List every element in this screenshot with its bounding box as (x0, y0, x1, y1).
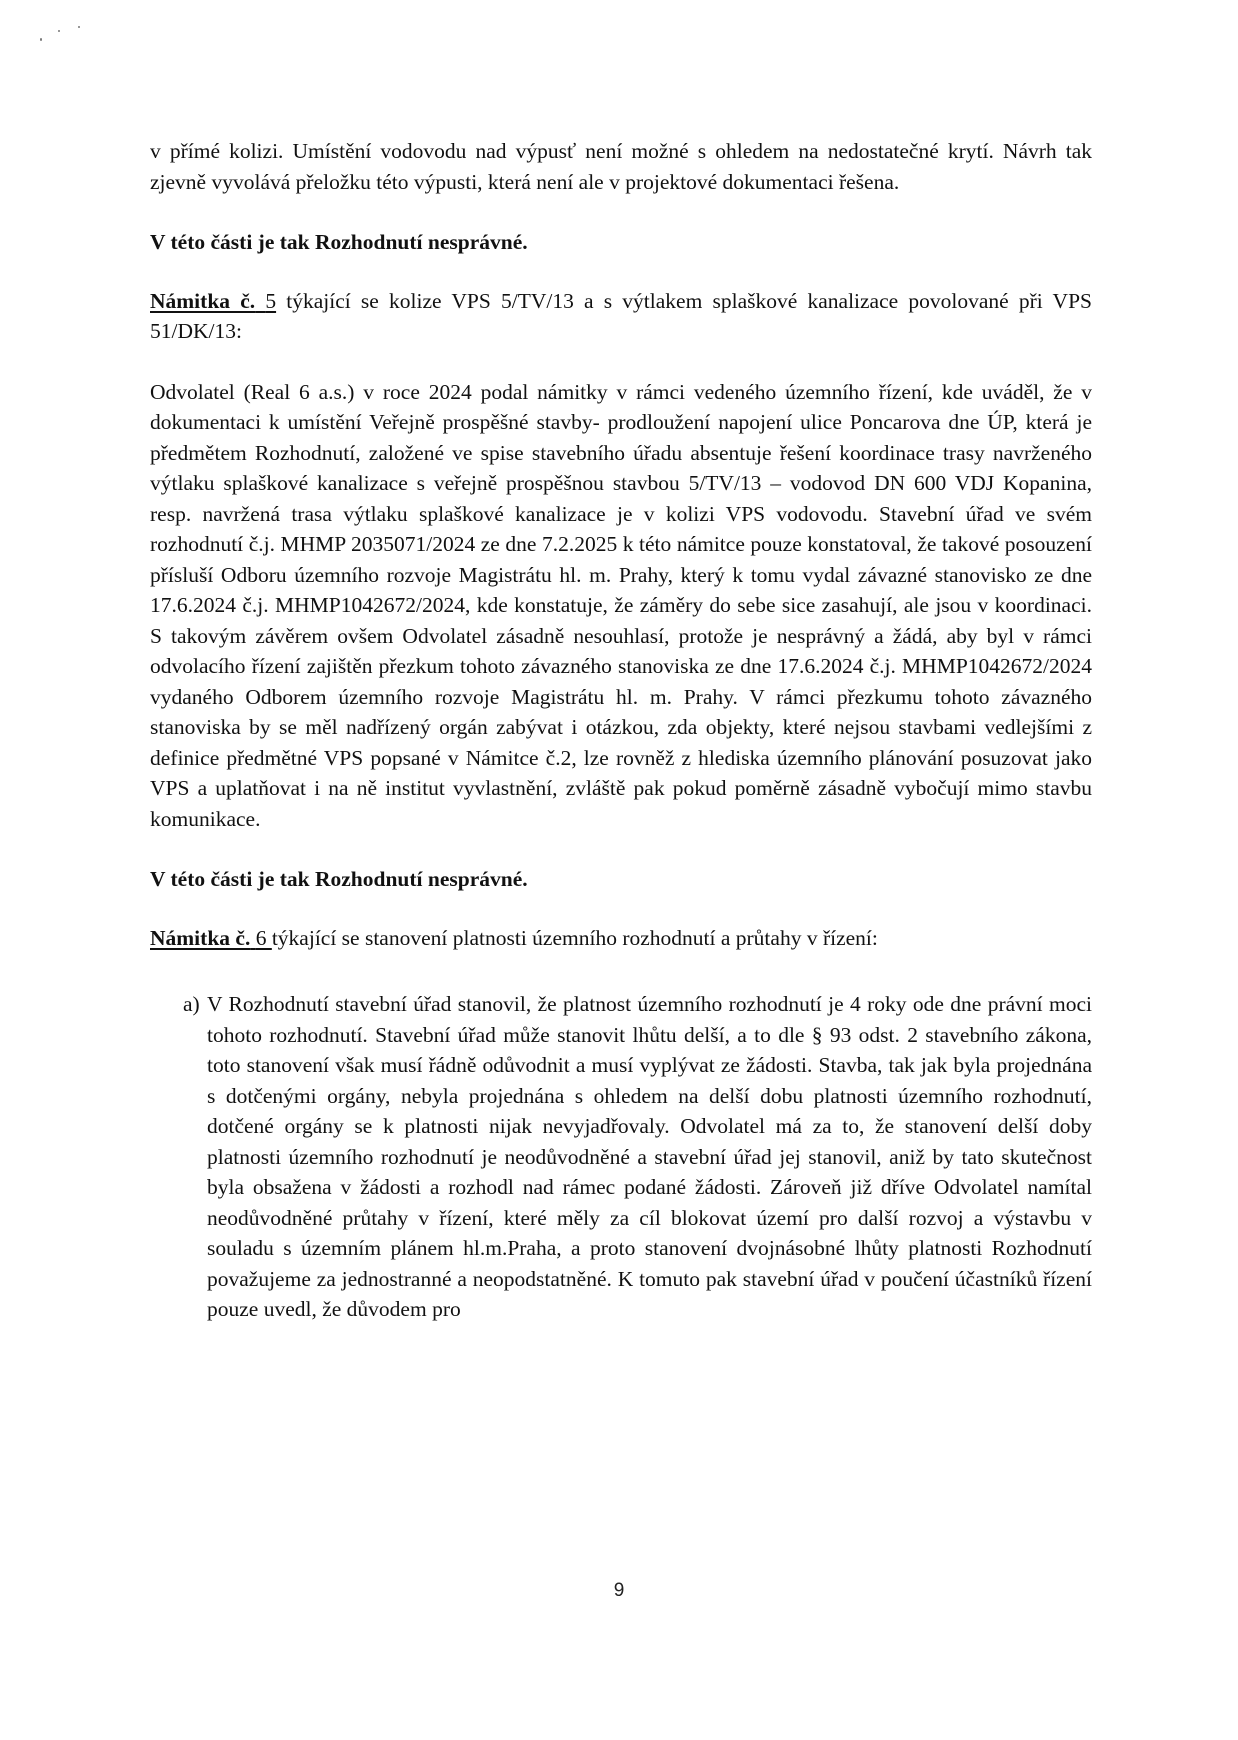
list-marker: a) (183, 992, 200, 1016)
objection-5-heading-text: týkající se kolize VPS 5/TV/13 a s výtlakem splaškové kanalizace povolované při VPS 51/DK/13: (150, 288, 1092, 343)
objection-5-body: Odvolatel (Real 6 a.s.) v roce 2024 podal námitky v rámci vedeného územního řízení, kde uváděl, že v dokumentaci k umístění Veřejně prospěšné stavby- prodloužení napojení ulice Poncarova dne ÚP, která je předmětem Rozhodnutí, založené ve spise stavebního úřadu absentuje řešení koordinace trasy navrženého výtlaku splaškové kanalizace s veřejně prospěšnou stavbou 5/TV/13 – vodovod DN 600 VDJ Kopanina, resp. navržená trasa výtlaku splaškové kanalizace je v kolizi VPS vodovodu. Stavební úřad ve svém rozhodnutí č.j. MHMP 2035071/2024 ze dne 7.2.2025 k této námitce pouze konstatoval, že takové posouzení přísluší Odboru územního rozvoje Magistrátu hl. m. Prahy, který k tomu vydal závazné stanovisko ze dne 17.6.2024 č.j. MHMP1042672/2024, kde konstatuje, že záměry do sebe sice zasahují, ale jsou v koordinaci. S takovým závěrem ovšem Odvolatel zásadně nesouhlasí, protože je nesprávný a žádá, aby byl v rámci odvolacího řízení zajištěn přezkum tohoto závazného stanoviska ze dne 17.6.2024 č.j. MHMP1042672/2024 vydaného Odborem územního rozvoje Magistrátu hl. m. Prahy. V rámci přezkumu tohoto závazného stanoviska by se měl nadřízený orgán zabývat i otázkou, zda objekty, které nejsou stavbami vedlejšími z definice předmětné VPS popsané v Námitce č.2, lze rovněž z hlediska územního plánování posuzovat jako VPS a uplatňovat i na ně institut vyvlastnění, zvláště pak pokud poměrně zásadně vybočují mimo stavbu komunikace. (150, 379, 1092, 831)
scan-speck (78, 26, 80, 28)
list-item-text: V Rozhodnutí stavební úřad stanovil, že platnost územního rozhodnutí je 4 roky ode dne právní moci tohoto rozhodnutí. Stavební úřad může stanovit lhůtu delší, a to dle § 93 odst. 2 stavebního zákona, toto stanovení však musí řádně odůvodnit a musí vyplývat ze žádosti. Stavba, tak jak byla projednána s dotčenými orgány, nebyla projednána s ohledem na delší dobu platnosti územního rozhodnutí, dotčené orgány se k platnosti nijak nevyjadřovaly. Odvolatel má za to, že stanovení delší doby platnosti územního rozhodnutí je neodůvodněné a stavební úřad jej stanovil, aniž by tato skutečnost byla obsažena v žádosti a rozhodl nad rámec podané žádosti. Zároveň již dříve Odvolatel namítal neodůvodněné průtahy v řízení, které měly za cíl blokovat území pro další rozvoj a výstavbu v souladu s územním plánem hl.m.Praha, a proto stanovení dvojnásobné lhůty platnosti Rozhodnutí považujeme za jednostranné a neopodstatněné. K tomuto pak stavební úřad v poučení účastníků řízení pouze uvedl, že důvodem pro (207, 992, 1092, 1321)
objection-5-label: Námitka č. 5 (150, 288, 277, 313)
scan-speck (40, 38, 42, 41)
objection-6-heading (150, 923, 1092, 954)
objection-5-heading (150, 286, 1092, 347)
page-number: 9 (613, 1580, 625, 1601)
objection-6-heading-text: týkající se stanovení platnosti územního rozhodnutí a průtahy v řízení: (271, 925, 878, 950)
intro-paragraph: v přímé kolizi. Umístění vodovodu nad výpusť není možné s ohledem na nedostatečné krytí. Návrh tak zjevně vyvolává přeložku této výpusti, která není ale v projektové dokumentaci řešena. (150, 139, 1092, 194)
conclusion-heading-1: V této části je tak Rozhodnutí nesprávné. (150, 230, 528, 254)
document-body (150, 136, 1092, 1325)
objection-6-label: Námitka č. 6 (150, 925, 272, 950)
conclusion-heading-2: V této části je tak Rozhodnutí nesprávné. (150, 867, 528, 891)
objection-6-item-a (150, 989, 1092, 1325)
scan-speck (58, 30, 60, 32)
